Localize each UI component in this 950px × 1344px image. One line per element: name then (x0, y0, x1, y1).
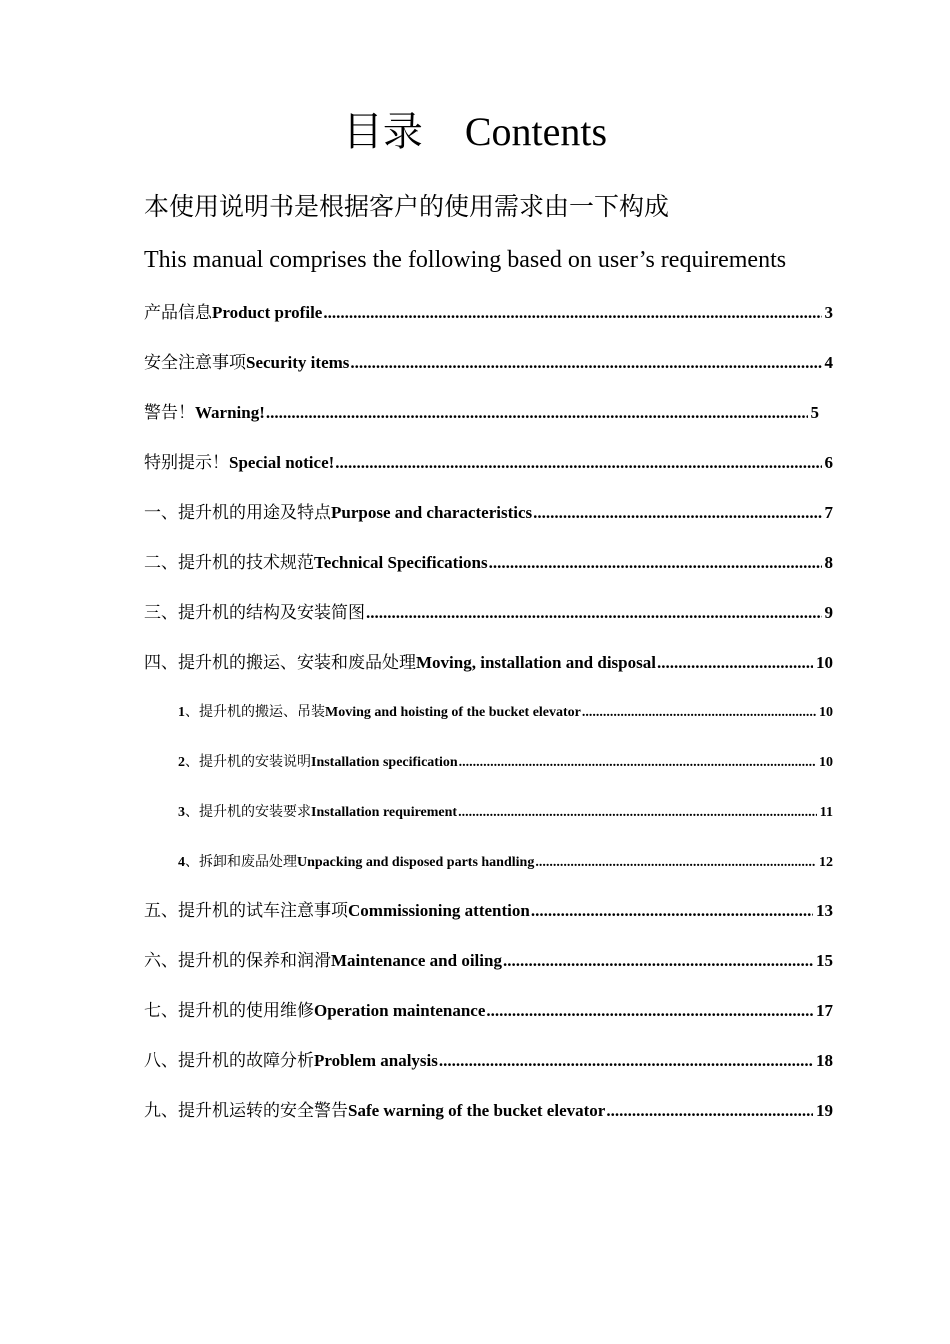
toc-entry-cn: 、提升机的搬运、吊装 (185, 705, 325, 720)
leader-dots (335, 451, 821, 475)
toc-entry-cn: 安全注意事项 (144, 353, 246, 372)
toc-entry-commissioning[interactable] (144, 899, 833, 923)
toc-entry-number: 3 (178, 805, 185, 820)
leader-dots (439, 1049, 813, 1073)
toc-page-number: 5 (810, 403, 819, 422)
toc-entry-en: Moving, installation and disposal (416, 653, 656, 672)
toc-entry-cn: 二、提升机的技术规范 (144, 553, 314, 572)
toc-entry-cn: 八、提升机的故障分析 (144, 1051, 314, 1070)
toc-entry-technical-specifications[interactable] (144, 551, 833, 575)
toc-entry-moving-installation[interactable] (144, 651, 833, 675)
toc-entry-cn: 特别提示！ (144, 453, 229, 472)
toc-entry-safe-warning[interactable] (144, 1099, 833, 1123)
toc-entry-cn: 七、提升机的使用维修 (144, 1001, 314, 1020)
toc-entry-number: 1 (178, 705, 185, 720)
leader-dots (266, 401, 808, 425)
toc-entry-product-profile[interactable] (144, 301, 833, 325)
toc-entry-en: Problem analysis (314, 1051, 438, 1070)
toc-entry-number: 2 (178, 755, 185, 770)
toc-entry-problem-analysis[interactable] (144, 1049, 833, 1073)
toc-entry-cn: 五、提升机的试车注意事项 (144, 901, 348, 920)
title-english: Contents (464, 109, 608, 154)
toc-subentry-moving-hoisting[interactable] (178, 703, 833, 723)
toc-entry-special-notice[interactable] (144, 451, 833, 475)
toc-entry-cn: 三、提升机的结构及安装简图 (144, 603, 365, 622)
leader-dots (606, 1099, 813, 1123)
toc-entry-en: Purpose and characteristics (331, 503, 533, 522)
page-title (0, 108, 950, 156)
toc-entry-en: Safe warning of the bucket elevator (348, 1101, 606, 1120)
toc-page-number: 6 (824, 453, 833, 472)
leader-dots (459, 753, 816, 773)
toc-entry-en: Unpacking and disposed parts handling (297, 855, 535, 870)
toc-page-number: 7 (824, 503, 833, 522)
toc-page-number: 17 (816, 1001, 833, 1020)
toc-subentry-unpacking-disposal[interactable] (178, 853, 833, 873)
leader-dots (323, 301, 821, 325)
toc-entry-en: Product profile (212, 303, 323, 322)
leader-dots (503, 949, 813, 973)
leader-dots (458, 803, 817, 823)
toc-entry-en: Installation specification (311, 755, 458, 770)
toc-entry-cn: 四、提升机的搬运、安装和废品处理 (144, 653, 416, 672)
toc-page-number: 3 (824, 303, 833, 322)
leader-dots (657, 651, 813, 675)
toc-page-number: 19 (816, 1101, 833, 1120)
toc-entry-number: 4 (178, 855, 185, 870)
toc-page-number: 9 (824, 603, 833, 622)
toc-page-number: 12 (819, 855, 833, 870)
toc-page-number: 10 (819, 705, 833, 720)
toc-page-number: 18 (816, 1051, 833, 1070)
toc-entry-en: Moving and hoisting of the bucket elevator (325, 705, 581, 720)
toc-entry-cn: 一、提升机的用途及特点 (144, 503, 331, 522)
toc-entry-cn: 、拆卸和废品处理 (185, 855, 297, 870)
toc-entry-purpose[interactable] (144, 501, 833, 525)
toc-entry-en: Security items (246, 353, 350, 372)
toc-page-number: 10 (819, 755, 833, 770)
toc-entry-en: Commissioning attention (348, 901, 530, 920)
toc-entry-warning[interactable] (144, 401, 819, 425)
intro-english: This manual comprises the following based on user’s requirements (144, 247, 787, 273)
leader-dots (535, 853, 816, 873)
toc-entry-en: Special notice! (229, 453, 335, 472)
leader-dots (582, 703, 816, 723)
toc-entry-en: Operation maintenance (314, 1001, 486, 1020)
toc-page-number: 10 (816, 653, 833, 672)
toc-entry-cn: 、提升机的安装要求 (185, 805, 311, 820)
leader-dots (533, 501, 821, 525)
toc-entry-security-items[interactable] (144, 351, 833, 375)
toc-entry-structure-diagram[interactable] (144, 601, 833, 625)
toc-entry-en: Technical Specifications (314, 553, 488, 572)
toc-entry-maintenance[interactable] (144, 949, 833, 973)
toc-entry-cn: 六、提升机的保养和润滑 (144, 951, 331, 970)
toc-entry-en: Warning! (195, 403, 265, 422)
toc-page-number: 8 (824, 553, 833, 572)
toc-entry-cn: 警告！ (144, 403, 195, 422)
toc-page-number: 15 (816, 951, 833, 970)
title-chinese: 目录 (342, 109, 423, 154)
intro-chinese: 本使用说明书是根据客户的使用需求由一下构成 (144, 194, 670, 221)
toc-subentry-installation-requirement[interactable] (178, 803, 833, 823)
toc-page-number: 4 (824, 353, 833, 372)
toc-entry-en: Maintenance and oiling (331, 951, 502, 970)
toc-page-number: 13 (816, 901, 833, 920)
toc-subentry-installation-specification[interactable] (178, 753, 833, 773)
toc-entry-cn: 产品信息 (144, 303, 212, 322)
toc-page-number: 11 (819, 805, 833, 820)
leader-dots (366, 601, 822, 625)
leader-dots (531, 899, 813, 923)
leader-dots (486, 999, 813, 1023)
toc-entry-operation-maintenance[interactable] (144, 999, 833, 1023)
leader-dots (489, 551, 822, 575)
toc-entry-cn: 、提升机的安装说明 (185, 755, 311, 770)
toc-entry-en: Installation requirement (311, 805, 458, 820)
leader-dots (350, 351, 821, 375)
toc-entry-cn: 九、提升机运转的安全警告 (144, 1101, 348, 1120)
